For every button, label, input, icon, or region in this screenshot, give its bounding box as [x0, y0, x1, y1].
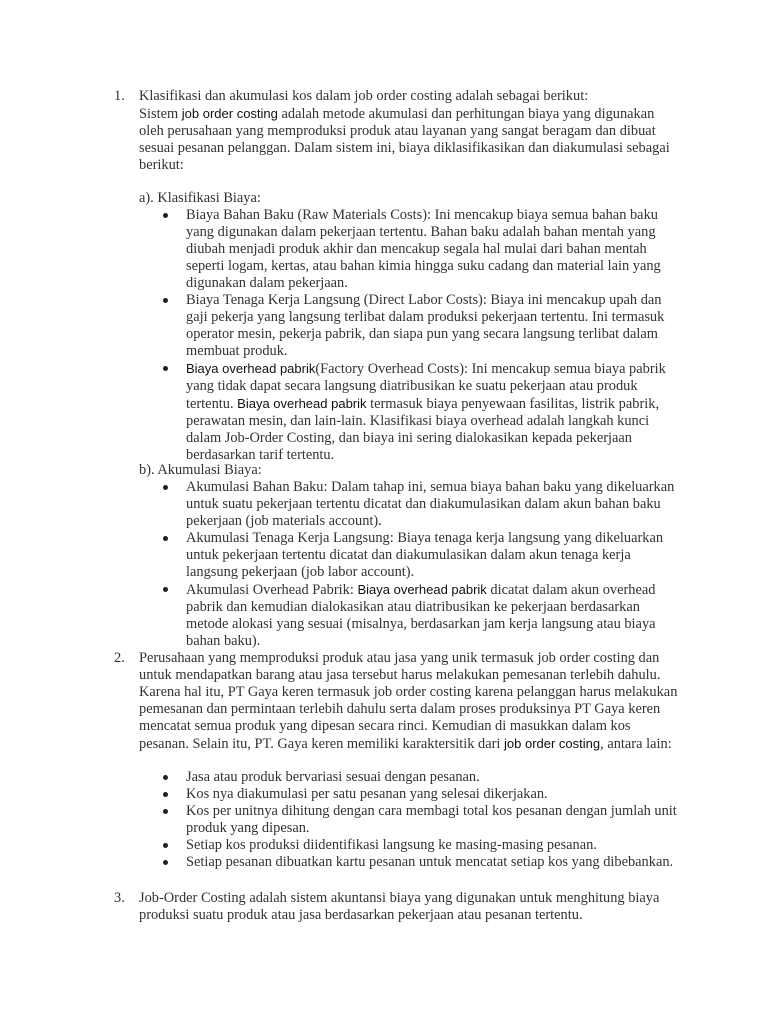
highlight-job-order-costing: job order costing [181, 106, 278, 121]
item-1-body [139, 88, 679, 174]
bullet-icon [163, 366, 168, 371]
section-a-list [163, 207, 683, 464]
item-2-body [139, 650, 679, 753]
list-item: Kos nya diakumulasi per satu pesanan yang selesai dikerjakan. [163, 786, 683, 803]
item-2-number: 2. [114, 650, 125, 666]
item-1-number: 1. [114, 88, 125, 104]
item-2-paragraph: Perusahaan yang memproduksi produk atau jasa yang unik termasuk job order costing dan untuk mendapatkan barang atau jasa tersebut harus melakukan pemesanan terlebih dahulu. Karena hal itu, PT Gaya keren termasuk job order costing karena pelanggan harus melakukan pemesanan dan permintaan terlebih dahulu serta dalam proses produksinya PT Gaya keren mencatat semua produk yang dipesan secara rinci. Kemudian di masukkan dalam kos pesanan. Selain itu, PT. Gaya keren memiliki karaktersitik dari job order costing, antara lain: [139, 650, 678, 752]
highlight-job-order-costing: job order costing [504, 736, 601, 751]
section-b-heading: b). Akumulasi Biaya: [139, 462, 262, 478]
list-item: Akumulasi Bahan Baku: Dalam tahap ini, semua biaya bahan baku yang dikeluarkan untuk suatu pekerjaan tertentu dicatat dan diakumulasikan dalam akun bahan baku pekerjaan (job materials account). [163, 479, 683, 530]
section-b-list [163, 479, 683, 650]
bullet-icon [163, 587, 168, 592]
bullet-icon [163, 298, 168, 303]
bullet-icon [163, 809, 168, 814]
highlight-overhead: Biaya overhead pabrik [357, 582, 487, 597]
item-3-number: 3. [114, 890, 125, 906]
list-item: Biaya overhead pabrik(Factory Overhead Costs): Ini mencakup semua biaya pabrik yang tidak dapat secara langsung diatribusikan ke suatu pekerjaan atau produk tertentu. Biaya overhead pabrik termasuk biaya penyewaan fasilitas, listrik pabrik, perawatan mesin, dan lain-lain. Klasifikasi biaya overhead adalah langkah kunci dalam Job-Order Costing, dan biaya ini sering dialokasikan kepada pekerjaan berdasarkan tarif tertentu. [163, 360, 683, 464]
list-item: Akumulasi Overhead Pabrik: Biaya overhead pabrik dicatat dalam akun overhead pabrik dan kemudian dialokasikan atau diatribusikan ke pekerjaan berdasarkan metode alokasi yang sesuai (misalnya, berdasarkan jam kerja langsung atau biaya bahan baku). [163, 581, 683, 650]
bullet-icon [163, 213, 168, 218]
list-item: Biaya Tenaga Kerja Langsung (Direct Labor Costs): Biaya ini mencakup upah dan gaji pekerja yang langsung terlibat dalam produksi pekerjaan tertentu. Ini termasuk operator mesin, pekerja pabrik, dan siapa pun yang secara langsung terlibat dalam membuat produk. [163, 292, 683, 360]
list-item: Biaya Bahan Baku (Raw Materials Costs): Ini mencakup biaya semua bahan baku yang digunakan dalam pekerjaan tertentu. Bahan baku adalah bahan mentah yang diubah menjadi produk akhir dan mencakup segala hal mulai dari bahan mentah seperti logam, kertas, atau bahan kimia hingga suku cadang dan material lain yang digunakan dalam pekerjaan. [163, 207, 683, 292]
list-item: Jasa atau produk bervariasi sesuai dengan pesanan. [163, 769, 683, 786]
bullet-icon [163, 792, 168, 797]
item-3-body [139, 890, 679, 924]
highlight-overhead: Biaya overhead pabrik [237, 396, 367, 411]
list-item: Kos per unitnya dihitung dengan cara membagi total kos pesanan dengan jumlah unit produk yang dipesan. [163, 803, 683, 837]
bullet-icon [163, 536, 168, 541]
list-item: Setiap kos produksi diidentifikasi langsung ke masing-masing pesanan. [163, 837, 683, 854]
section-a-heading: a). Klasifikasi Biaya: [139, 190, 261, 206]
list-item: Setiap pesanan dibuatkan kartu pesanan untuk mencatat setiap kos yang dibebankan. [163, 854, 683, 871]
bullet-icon [163, 860, 168, 865]
list-item: Akumulasi Tenaga Kerja Langsung: Biaya tenaga kerja langsung yang dikeluarkan untuk pekerjaan tertentu dicatat dan diakumulasikan dalam akun tenaga kerja langsung pekerjaan (job labor account). [163, 530, 683, 581]
item-1-intro: Klasifikasi dan akumulasi kos dalam job order costing adalah sebagai berikut: [139, 88, 589, 104]
item-1-paragraph: Sistem job order costing adalah metode akumulasi dan perhitungan biaya yang digunakan oleh perusahaan yang memproduksi produk atau layanan yang sangat beragam dan dibuat sesuai pesanan pelanggan. Dalam sistem ini, biaya diklasifikasikan dan diakumulasi sebagai berikut: [139, 106, 670, 173]
highlight-overhead: Biaya overhead pabrik [186, 361, 316, 376]
item-3-paragraph: Job-Order Costing adalah sistem akuntansi biaya yang digunakan untuk menghitung biaya produksi suatu produk atau jasa berdasarkan pekerjaan atau pesanan tertentu. [139, 890, 660, 923]
bullet-icon [163, 843, 168, 848]
bullet-icon [163, 775, 168, 780]
bullet-icon [163, 485, 168, 490]
item-2-list [163, 769, 683, 871]
